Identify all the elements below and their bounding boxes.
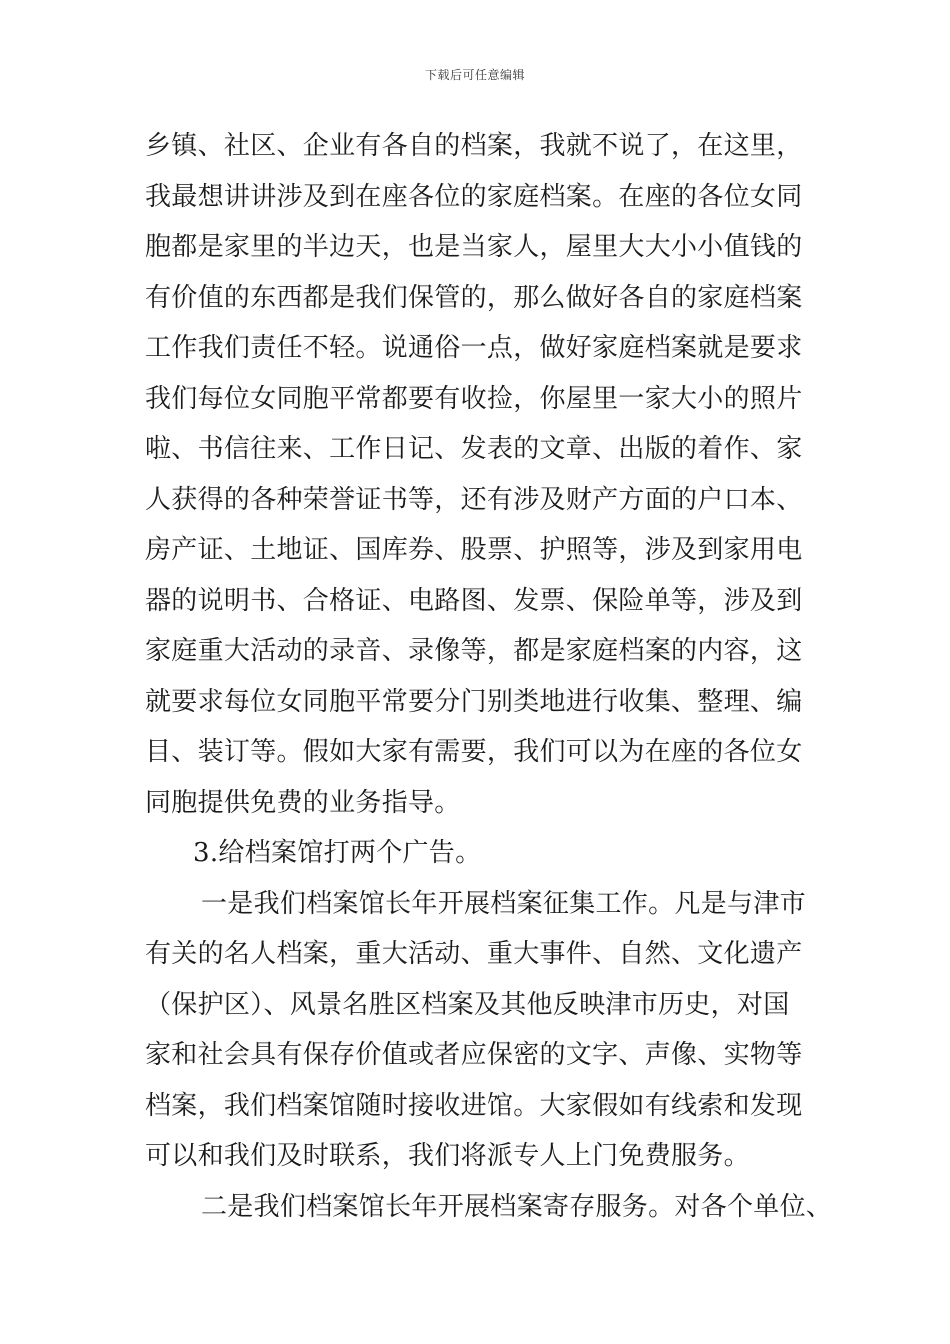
body-line-3: 胞都是家里的半边天，也是当家人，屋里大大小小值钱的 xyxy=(145,232,803,262)
body-line-5: 工作我们责任不轻。说通俗一点，做好家庭档案就是要求 xyxy=(145,333,803,363)
page-header-note: 下载后可任意编辑 xyxy=(424,68,525,82)
body-line-6: 我们每位女同胞平常都要有收捡，你屋里一家大小的照片 xyxy=(145,383,803,414)
body-line-19: 家和社会具有保存价值或者应保密的文字、声像、实物等 xyxy=(145,1040,803,1070)
body-line-17: 有关的名人档案，重大活动、重大事件、自然、文化遗产 xyxy=(145,939,803,969)
paragraph-2-first-line: 二是我们档案馆长年开展档案寄存服务。对各个单位、 xyxy=(201,1191,833,1222)
body-line-1: 乡镇、社区、企业有各自的档案，我就不说了，在这里， xyxy=(145,131,803,161)
section-heading-3: 3.给档案馆打两个广告。 xyxy=(193,838,482,868)
body-line-14: 同胞提供免费的业务指导。 xyxy=(145,787,461,818)
body-line-20: 档案，我们档案馆随时接收进馆。大家假如有线索和发现 xyxy=(145,1090,803,1121)
body-line-11: 家庭重大活动的录音、录像等，都是家庭档案的内容，这 xyxy=(145,636,803,666)
body-line-10: 器的说明书、合格证、电路图、发票、保险单等，涉及到 xyxy=(145,585,803,616)
paragraph-1-first-line: 一是我们档案馆长年开展档案征集工作。凡是与津市 xyxy=(201,888,806,919)
body-line-2: 我最想讲讲涉及到在座各位的家庭档案。在座的各位女同 xyxy=(145,181,803,212)
body-line-4: 有价值的东西都是我们保管的，那么做好各自的家庭档案 xyxy=(145,282,803,313)
body-line-12: 就要求每位女同胞平常要分门别类地进行收集、整理、编 xyxy=(145,686,803,717)
body-line-8: 人获得的各种荣誉证书等，还有涉及财产方面的户口本、 xyxy=(145,484,803,515)
document-body xyxy=(145,126,833,1237)
body-line-13: 目、装订等。假如大家有需要，我们可以为在座的各位女 xyxy=(145,737,803,767)
body-line-21: 可以和我们及时联系，我们将派专人上门免费服务。 xyxy=(145,1141,750,1171)
body-line-9: 房产证、土地证、国库券、股票、护照等，涉及到家用电 xyxy=(145,535,803,565)
body-line-18: （保护区）、风景名胜区档案及其他反映津市历史，对国 xyxy=(145,989,790,1020)
body-line-7: 啦、书信往来、工作日记、发表的文章、出版的着作、家 xyxy=(145,434,803,464)
